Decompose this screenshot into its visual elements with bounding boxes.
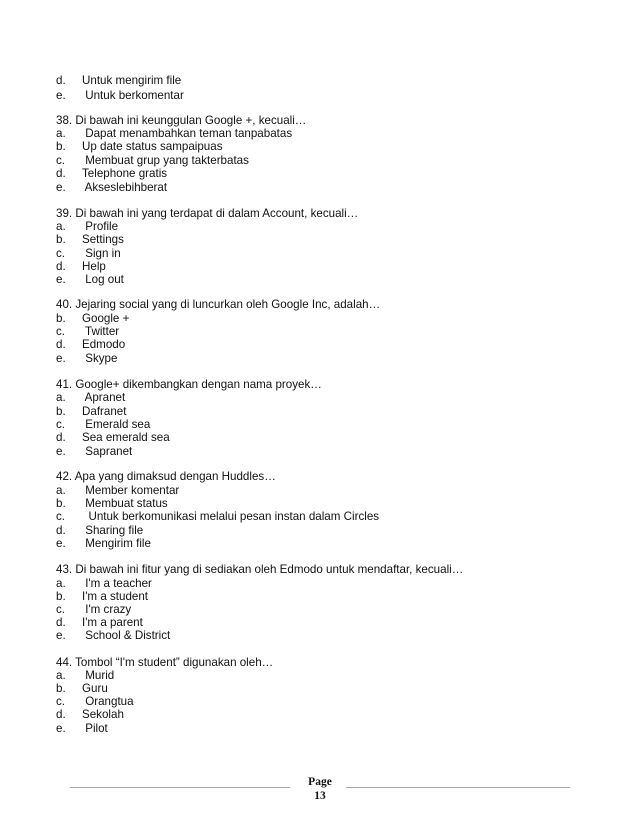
option-letter: a.	[56, 577, 66, 590]
answer-option	[56, 629, 170, 642]
option-text: Untuk berkomentar	[82, 89, 184, 102]
answer-option	[56, 391, 125, 404]
option-text: Skype	[82, 352, 118, 365]
answer-option	[56, 260, 106, 273]
question-label: 39. Di bawah ini yang terdapat di dalam Account, kecuali…	[56, 207, 359, 220]
option-letter: b.	[56, 590, 66, 603]
option-text: Telephone gratis	[82, 167, 168, 180]
option-text: Google +	[82, 312, 130, 325]
answer-option	[56, 167, 167, 180]
question-text	[56, 114, 306, 127]
option-text: Membuat grup yang takterbatas	[82, 154, 249, 167]
answer-option	[56, 708, 124, 721]
option-text: Apranet	[82, 391, 126, 404]
option-letter: c.	[56, 510, 66, 523]
answer-option	[56, 497, 168, 510]
option-letter: a.	[56, 220, 66, 233]
option-letter: b.	[56, 140, 66, 153]
option-text: Sekolah	[82, 708, 124, 721]
option-letter: d.	[56, 524, 66, 537]
option-text: Profile	[82, 220, 119, 233]
answer-option	[56, 352, 117, 365]
answer-option	[56, 74, 181, 87]
answer-option	[56, 233, 124, 246]
option-text: I'm crazy	[82, 603, 132, 616]
option-text: Help	[82, 260, 106, 273]
option-text: Untuk mengirim file	[82, 74, 182, 87]
option-text: Sapranet	[82, 445, 133, 458]
answer-option	[56, 431, 170, 444]
option-letter: c.	[56, 325, 66, 338]
answer-option	[56, 590, 148, 603]
option-letter: c.	[56, 247, 66, 260]
question-label: 43. Di bawah ini fitur yang di sediakan oleh Edmodo untuk mendaftar, kecuali…	[56, 563, 464, 576]
option-text: Pilot	[82, 722, 108, 735]
option-letter: a.	[56, 669, 66, 682]
answer-option	[56, 616, 143, 629]
option-text: School & District	[82, 629, 171, 642]
answer-option	[56, 89, 184, 102]
answer-option	[56, 273, 124, 286]
option-letter: a.	[56, 127, 66, 140]
option-letter: e.	[56, 352, 66, 365]
answer-option	[56, 445, 132, 458]
answer-option	[56, 510, 379, 523]
option-letter: e.	[56, 181, 66, 194]
option-text: Dapat menambahkan teman tanpabatas	[82, 127, 293, 140]
question-text	[56, 563, 463, 576]
option-letter: a.	[56, 484, 66, 497]
option-letter: b.	[56, 233, 66, 246]
option-letter: d.	[56, 431, 66, 444]
answer-option	[56, 405, 126, 418]
option-letter: b.	[56, 405, 66, 418]
option-letter: e.	[56, 537, 66, 550]
answer-option	[56, 484, 179, 497]
footer-rule-right	[346, 787, 570, 788]
page-number: 13	[314, 790, 326, 802]
option-text: Member komentar	[82, 484, 180, 497]
option-text: Akseslebihberat	[82, 181, 168, 194]
option-text: Up date status sampaipuas	[82, 140, 223, 153]
option-text: Mengirim file	[82, 537, 151, 550]
question-text	[56, 207, 358, 220]
answer-option	[56, 669, 114, 682]
option-letter: c.	[56, 418, 66, 431]
answer-option	[56, 524, 143, 537]
option-letter: c.	[56, 695, 66, 708]
answer-option	[56, 577, 152, 590]
question-text	[56, 656, 273, 669]
option-letter: e.	[56, 445, 66, 458]
option-text: I'm a student	[82, 590, 149, 603]
answer-option	[56, 325, 119, 338]
answer-option	[56, 695, 134, 708]
option-text: Membuat status	[82, 497, 168, 510]
answer-option	[56, 181, 167, 194]
option-text: Dafranet	[82, 405, 127, 418]
question-label: 42. Apa yang dimaksud dengan Huddles…	[56, 470, 276, 483]
answer-option	[56, 220, 118, 233]
option-letter: e.	[56, 629, 66, 642]
answer-option	[56, 603, 131, 616]
option-letter: e.	[56, 722, 66, 735]
option-letter: d.	[56, 616, 66, 629]
option-letter: d.	[56, 708, 66, 721]
option-letter: c.	[56, 154, 66, 167]
answer-option	[56, 418, 150, 431]
option-text: I'm a parent	[82, 616, 143, 629]
option-letter: b.	[56, 682, 66, 695]
option-text: Murid	[82, 669, 115, 682]
option-letter: d.	[56, 338, 66, 351]
option-letter: d.	[56, 74, 66, 87]
question-label: 38. Di bawah ini keunggulan Google +, kecuali…	[56, 114, 307, 127]
option-text: Untuk berkomunikasi melalui pesan instan dalam Circles	[82, 510, 380, 523]
question-label: 44. Tombol “I'm student” digunakan oleh…	[56, 656, 274, 669]
answer-option	[56, 247, 121, 260]
answer-option	[56, 312, 129, 325]
option-text: Twitter	[82, 325, 120, 338]
option-letter: c.	[56, 603, 66, 616]
option-letter: d.	[56, 260, 66, 273]
answer-option	[56, 154, 249, 167]
option-text: Settings	[82, 233, 124, 246]
question-text	[56, 298, 380, 311]
option-letter: d.	[56, 167, 66, 180]
answer-option	[56, 140, 223, 153]
option-letter: a.	[56, 391, 66, 404]
question-text	[56, 378, 322, 391]
answer-option	[56, 722, 108, 735]
option-letter: b.	[56, 497, 66, 510]
option-letter: e.	[56, 89, 66, 102]
page-label: Page	[308, 776, 332, 788]
option-text: Log out	[82, 273, 124, 286]
answer-option	[56, 338, 125, 351]
question-text	[56, 470, 276, 483]
answer-option	[56, 682, 108, 695]
answer-option	[56, 537, 151, 550]
option-text: Sign in	[82, 247, 121, 260]
footer-rule-left	[70, 787, 290, 788]
question-label: 41. Google+ dikembangkan dengan nama proyek…	[56, 378, 322, 391]
option-text: Sea emerald sea	[82, 431, 170, 444]
answer-option	[56, 127, 292, 140]
option-letter: b.	[56, 312, 66, 325]
option-text: Sharing file	[82, 524, 144, 537]
option-text: I'm a teacher	[82, 577, 152, 590]
option-text: Emerald sea	[82, 418, 151, 431]
option-text: Edmodo	[82, 338, 126, 351]
question-label: 40. Jejaring social yang di luncurkan oleh Google Inc, adalah…	[56, 298, 381, 311]
option-text: Guru	[82, 682, 108, 695]
option-letter: e.	[56, 273, 66, 286]
option-text: Orangtua	[82, 695, 134, 708]
